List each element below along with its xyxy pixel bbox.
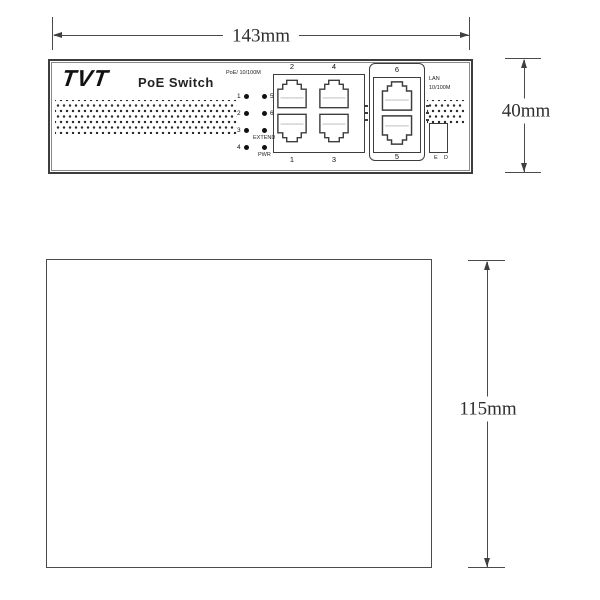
port-number-2: 2 <box>289 62 295 71</box>
port-number-4: 4 <box>331 62 337 71</box>
led-power-label: PWR <box>258 152 271 158</box>
port-number-1: 1 <box>289 155 295 164</box>
led-number-3: 3 <box>237 127 241 134</box>
led-column-header: PoE/ 10/100M <box>226 70 261 76</box>
aux-label-d: D <box>444 155 448 161</box>
led-number-4: 4 <box>237 144 241 151</box>
led-port3-icon <box>244 128 249 133</box>
rj45-port-1 <box>277 112 307 144</box>
led-port1-icon <box>244 94 249 99</box>
port-number-3: 3 <box>331 155 337 164</box>
brand-logo: TVT <box>60 65 111 91</box>
height-dimension-label: 40mm <box>498 99 555 124</box>
width-extension-line-right <box>469 17 470 50</box>
height-arrow-up-icon <box>521 59 527 68</box>
mount-mark <box>365 105 368 107</box>
mount-mark <box>365 112 368 114</box>
led-extend-icon <box>262 128 267 133</box>
rj45-port-2 <box>277 78 307 110</box>
led-number-2: 2 <box>237 110 241 117</box>
rj45-port-4 <box>319 78 349 110</box>
led-power-icon <box>262 145 267 150</box>
depth-arrow-down-icon <box>484 558 490 567</box>
led-port4-icon <box>244 145 249 150</box>
aux-label-e: E <box>434 155 438 161</box>
lan-speed-label: 10/100M <box>429 85 451 91</box>
led-port5-icon <box>262 94 267 99</box>
led-number-1: 1 <box>237 93 241 100</box>
mount-mark <box>365 119 368 121</box>
rj45-port-6 <box>379 81 415 111</box>
rj45-port-3 <box>319 112 349 144</box>
depth-arrow-up-icon <box>484 261 490 270</box>
switch-front-panel <box>48 59 473 174</box>
rj45-port-5 <box>379 115 415 145</box>
width-arrow-left-icon <box>53 32 62 38</box>
height-tick-bottom <box>505 172 541 173</box>
product-name-label: PoE Switch <box>138 75 214 90</box>
led-port6-icon <box>262 111 267 116</box>
port-number-6: 6 <box>394 65 400 74</box>
led-number-5: 5 <box>270 93 274 100</box>
depth-dimension-label: 115mm <box>455 397 520 422</box>
led-number-6: 6 <box>270 110 274 117</box>
led-extend-label: EXTEND <box>253 135 276 141</box>
width-arrow-right-icon <box>460 32 469 38</box>
port-number-5: 5 <box>394 152 400 161</box>
width-dimension-label: 143mm <box>223 27 299 46</box>
depth-tick-bottom <box>468 567 505 568</box>
led-port2-icon <box>244 111 249 116</box>
vent-holes-left <box>55 100 237 134</box>
height-arrow-down-icon <box>521 163 527 172</box>
aux-port-box <box>429 123 448 153</box>
vent-holes-right <box>427 100 464 125</box>
switch-top-view-outline <box>46 259 432 568</box>
lan-label: LAN <box>429 76 440 82</box>
